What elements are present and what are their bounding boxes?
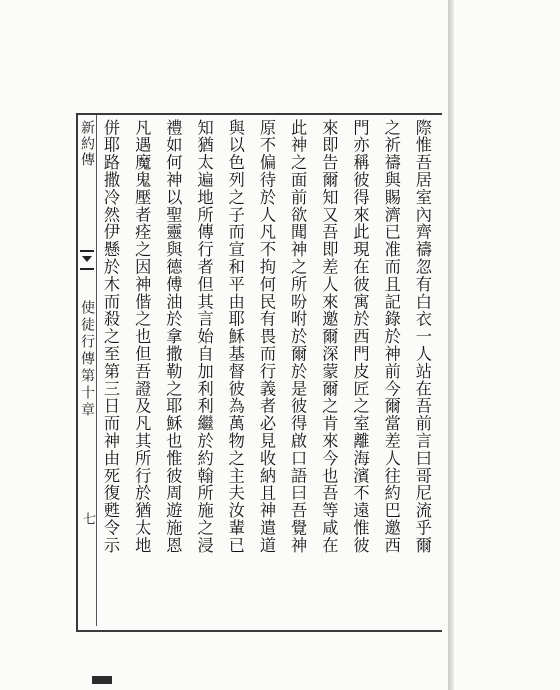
page-binding bbox=[448, 0, 454, 690]
body-text bbox=[96, 119, 436, 624]
text-column: 知猶太遍地所傳行者但其言始自加利利繼於約翰所施之浸 bbox=[194, 119, 214, 554]
text-column: 凡遇魔鬼壓者痊之因神偕之也但吾證及凡其所行於猶太地 bbox=[132, 119, 152, 554]
text-column: 之祈禱與賜濟已准而且記錄於神前今爾當差人往約巴邀西 bbox=[381, 119, 401, 554]
text-column: 與以色列之子而宣和平由耶穌基督彼為萬物之主夫汝輩已 bbox=[225, 119, 245, 554]
text-column: 原不偏待於人凡不拘何民有畏而行義者必見收納且神遣道 bbox=[256, 119, 276, 554]
text-column: 併耶路撒冷然伊懸於木而殺之至第三日而神由死復甦令示 bbox=[101, 119, 120, 554]
margin-chapter-title: 使徒行傳第十章 bbox=[79, 300, 95, 419]
margin-folio-number: 七 bbox=[80, 512, 95, 525]
text-column: 際惟吾居室內齊禱忽有白衣一人站在吾前言曰哥尼流乎爾 bbox=[412, 119, 432, 554]
text-column: 門亦稱彼得來此現在彼寓於西門皮匠之室離海濱不遠惟彼 bbox=[350, 119, 370, 554]
margin-book-title: 新約傳 bbox=[79, 120, 95, 168]
text-column: 此神之面前欲聞神之所吩咐於爾於是彼得啟口語曰吾覺神 bbox=[288, 119, 308, 554]
text-column: 禮如何神以聖靈與德傅油於拿撒勒之耶穌也惟彼周遊施恩 bbox=[163, 119, 183, 554]
fishtail-ornament bbox=[80, 250, 94, 270]
text-column: 來即告爾知又吾即差人來邀爾深蒙爾之肯來今也吾等咸在 bbox=[319, 119, 339, 554]
footer-mark bbox=[92, 676, 112, 684]
